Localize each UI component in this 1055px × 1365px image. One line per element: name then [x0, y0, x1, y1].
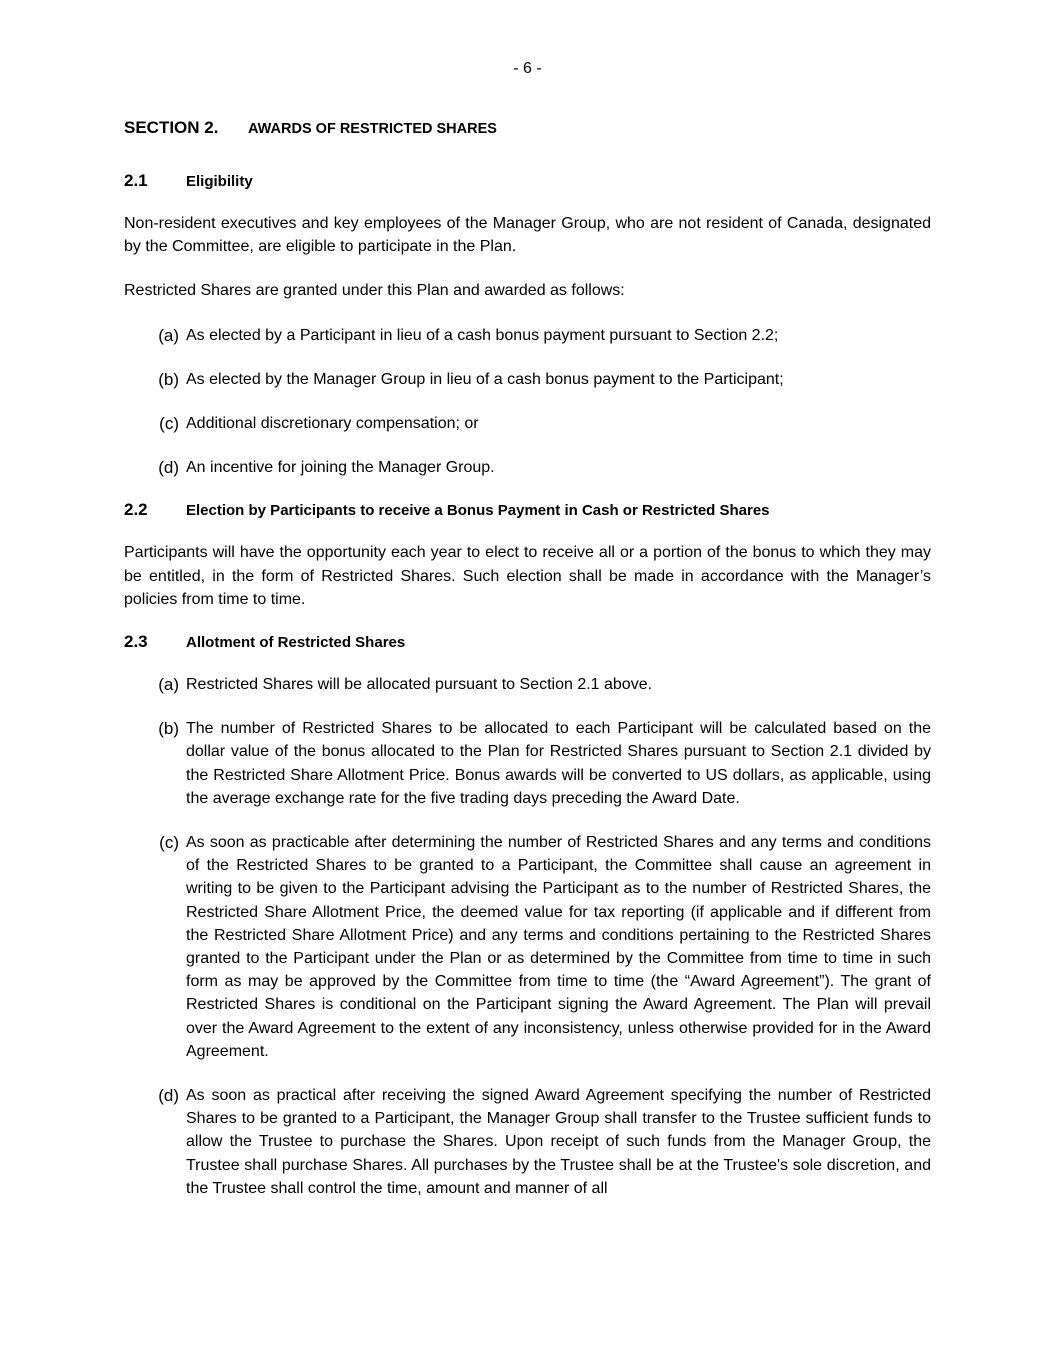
paragraph: Participants will have the opportunity each year to elect to receive all or a portion of the bonus to which they may be entitled, in the form of Restricted Shares. Such election shall be made in accordance with the Manager’s policies from time to time. — [124, 544, 931, 608]
document-page — [124, 60, 931, 1221]
subsection-number: 2.2 — [124, 500, 148, 520]
list-item-text: As elected by the Manager Group in lieu of a cash bonus payment to the Participant; — [186, 370, 784, 388]
list-item — [124, 717, 931, 810]
list-item — [124, 831, 931, 1063]
subsection-heading-2-2 — [124, 500, 931, 520]
list-marker: (a) — [158, 325, 179, 345]
page-number: - 6 - — [513, 60, 542, 77]
list-item — [124, 368, 931, 391]
paragraph: Non-resident executives and key employees of the Manager Group, who are not resident of Canada, designated by the Committee, are eligible to participate in the Plan. — [124, 215, 931, 256]
section-heading — [124, 118, 931, 138]
subsection-title: Election by Participants to receive a Bonus Payment in Cash or Restricted Shares — [186, 502, 770, 520]
list-item — [124, 324, 931, 347]
list-item-text: As elected by a Participant in lieu of a cash bonus payment pursuant to Section 2.2; — [186, 326, 779, 344]
subsection-title: Allotment of Restricted Shares — [186, 634, 406, 652]
list-item — [124, 673, 931, 696]
list-marker: (c) — [159, 414, 179, 434]
list-item-text: As soon as practical after receiving the signed Award Agreement specifying the number of Restricted Shares to be granted to a Participant, the Manager Group shall transfer to the Trustee sufficient funds to allow the Trustee to purchase the Shares. Upon receipt of such funds from the Manager Group, the Trustee shall purchase Shares. All purchases by the Trustee shall be at the Trustee's sole discretion, and the Trustee shall control the time, amount and manner of all — [186, 1087, 931, 1197]
section-number: SECTION 2. — [124, 118, 219, 137]
list-marker: (b) — [158, 719, 179, 739]
list-marker: (d) — [158, 458, 179, 478]
list-item-text: As soon as practicable after determining the number of Restricted Shares and any terms and conditions of the Restricted Shares to be granted to a Participant, the Committee shall cause an agreement in writing to be given to the Participant advising the Participant as to the number of Restricted Shares, the Restricted Share Allotment Price, the deemed value for tax reporting (if applicable and if different from the Restricted Share Allotment Price) and any terms and conditions pertaining to the Restricted Shares granted to the Participant under the Plan or as determined by the Committee from time to time in such form as may be approved by the Committee from time to time (the “Award Agreement”). The grant of Restricted Shares is conditional on the Participant signing the Award Agreement. The Plan will prevail over the Award Agreement to the extent of any inconsistency, unless otherwise provided for in the Award Agreement. — [186, 834, 931, 1060]
list-item-text: Restricted Shares will be allocated pursuant to Section 2.1 above. — [186, 676, 653, 694]
list-item — [124, 456, 931, 479]
list-marker: (d) — [158, 1086, 179, 1106]
list-item — [124, 412, 931, 435]
list-item-text: The number of Restricted Shares to be allocated to each Participant will be calculated based on the dollar value of the bonus allocated to the Plan for Restricted Shares pursuant to Section 2.1 divided by the Restricted Share Allotment Price. Bonus awards will be converted to US dollars, as applicable, using the average exchange rate for the five trading days preceding the Award Date. — [186, 720, 931, 807]
subsection-number: 2.3 — [124, 632, 148, 652]
subsection-number: 2.1 — [124, 171, 148, 190]
list-marker: (c) — [159, 833, 179, 853]
list-marker: (a) — [158, 675, 179, 695]
subsection-heading-2-3 — [124, 632, 931, 652]
list-item — [124, 1084, 931, 1200]
list-item-text: An incentive for joining the Manager Group. — [186, 459, 495, 477]
subsection-title: Eligibility — [186, 173, 253, 190]
paragraph: Restricted Shares are granted under this Plan and awarded as follows: — [124, 282, 625, 300]
list-marker: (b) — [158, 369, 179, 389]
subsection-heading-2-1 — [124, 171, 931, 191]
section-title: AWARDS OF RESTRICTED SHARES — [248, 121, 497, 137]
list-item-text: Additional discretionary compensation; or — [186, 415, 479, 433]
